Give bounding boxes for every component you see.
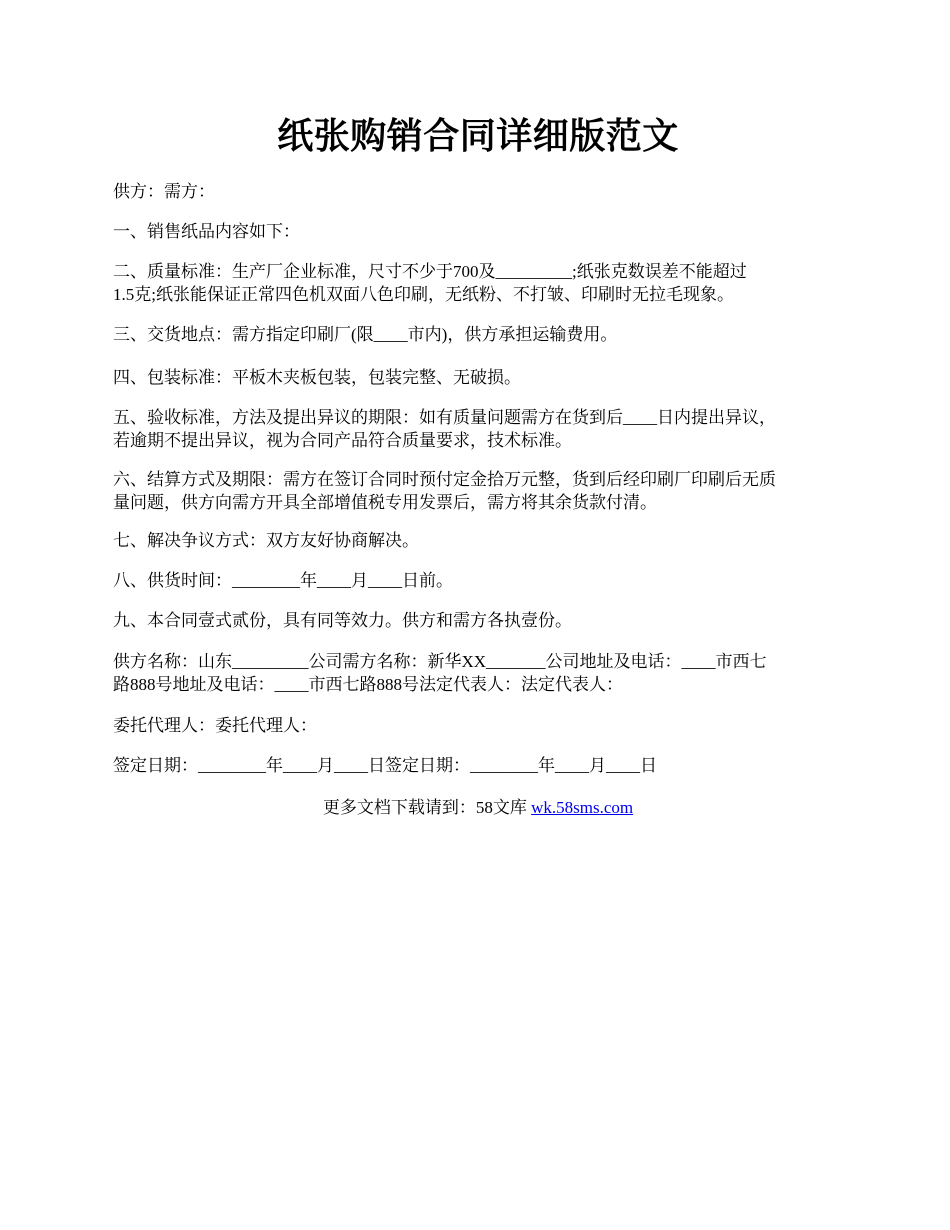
paragraph-sign-dates: 签定日期：________年____月____日签定日期：________年____月____日 (113, 756, 657, 775)
paragraph-clause-6: 六、结算方式及期限：需方在签订合同时预付定金拾万元整，货到后经印刷厂印刷后无质 量问题，供方向需方开具全部增值税专用发票后，需方将其余货款付清。 (113, 470, 776, 512)
paragraph-clause-5: 五、验收标准，方法及提出异议的期限：如有质量问题需方在货到后____日内提出异议， 若逾期不提出异议，视为合同产品符合质量要求，技术标准。 (113, 408, 776, 450)
paragraph-parties: 供方：需方： (113, 182, 215, 201)
paragraph-clause-8: 八、供货时间：________年____月____日前。 (113, 571, 453, 590)
download-footer (113, 796, 843, 819)
paragraph-clause-3: 三、交货地点：需方指定印刷厂(限____市内)，供方承担运输费用。 (113, 325, 618, 344)
footer-text: 更多文档下载请到：58文库 (322, 798, 532, 817)
paragraph-agents: 委托代理人：委托代理人： (113, 716, 317, 735)
paragraph-clause-4: 四、包装标准：平板木夹板包装，包装完整、无破损。 (113, 368, 521, 387)
paragraph-clause-1: 一、销售纸品内容如下： (113, 222, 300, 241)
footer-link[interactable]: wk.58sms.com (531, 798, 634, 817)
paragraph-party-names: 供方名称：山东_________公司需方名称：新华XX_______公司地址及电话：____市西七 路888号地址及电话：____市西七路888号法定代表人：法定代表人： (113, 652, 767, 694)
paragraph-clause-9: 九、本合同壹式贰份，具有同等效力。供方和需方各执壹份。 (113, 611, 572, 630)
document-title: 纸张购销合同详细版范文 (277, 116, 679, 156)
paragraph-clause-2: 二、质量标准：生产厂企业标准，尺寸不少于700及_________;纸张克数误差不能超过 1.5克;纸张能保证正常四色机双面八色印刷，无纸粉、不打皱、印刷时无拉毛现象。 (113, 262, 747, 304)
paragraph-clause-7: 七、解决争议方式：双方友好协商解决。 (113, 531, 419, 550)
